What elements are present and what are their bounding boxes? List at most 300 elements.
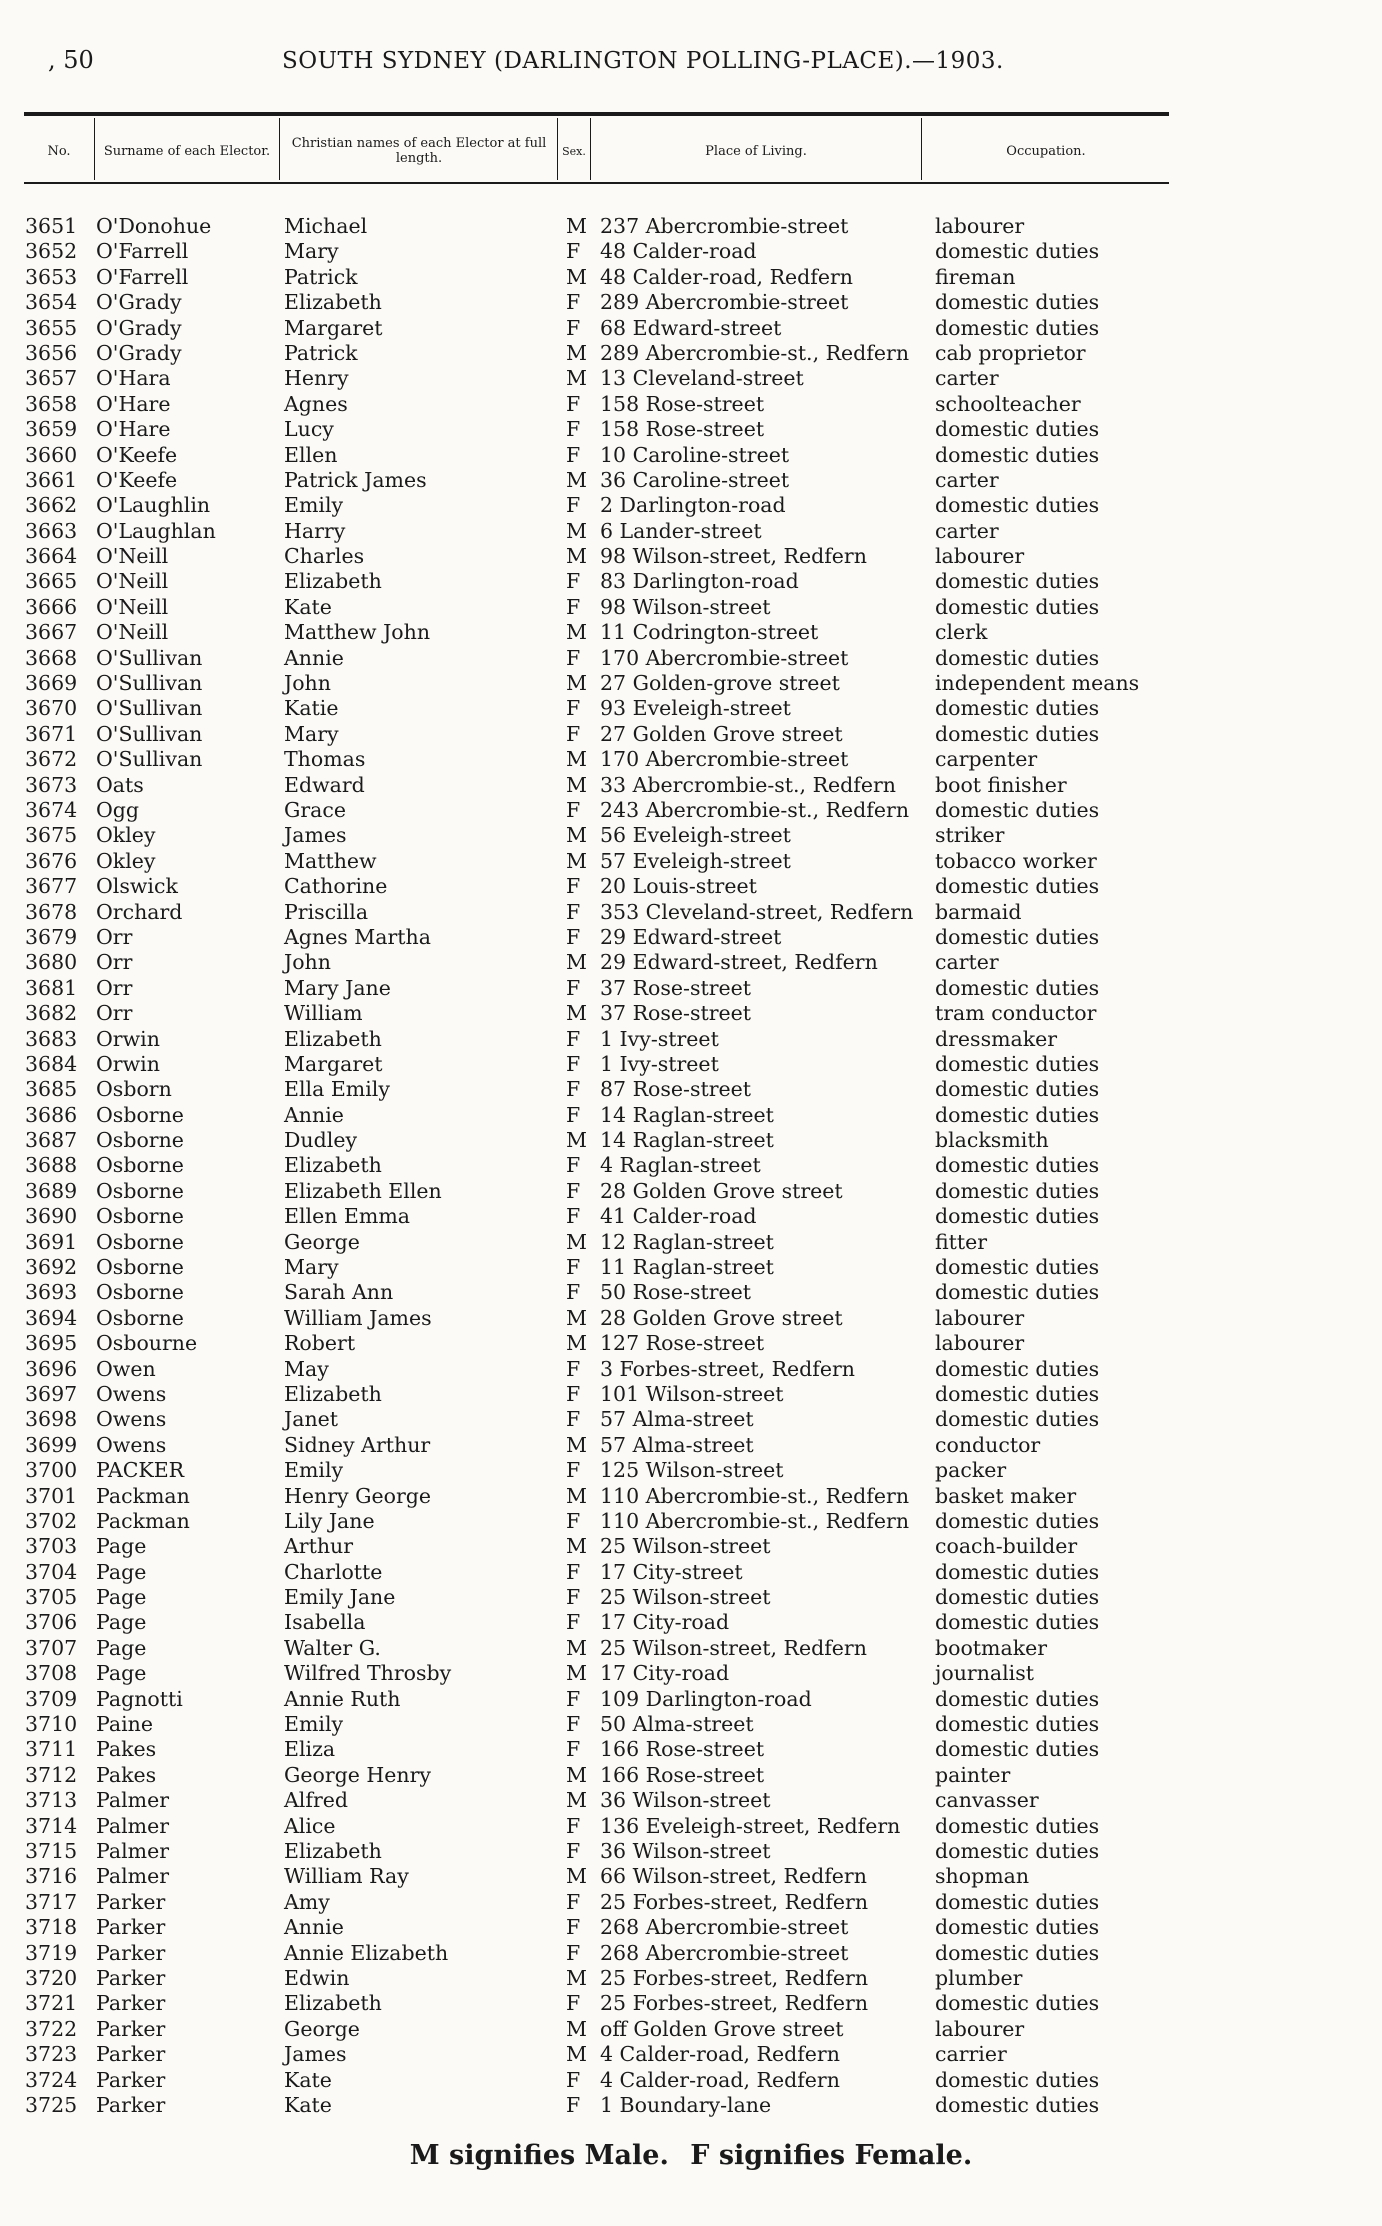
elector-christian-names: Kate	[284, 2092, 332, 2117]
elector-number: 3719	[25, 1940, 78, 1965]
elector-christian-names: Matthew John	[284, 620, 431, 645]
elector-christian-names: Wilfred Throsby	[284, 1661, 452, 1686]
elector-number: 3682	[25, 1001, 78, 1026]
elector-number: 3676	[25, 848, 78, 873]
elector-occupation: domestic duties	[935, 1356, 1100, 1381]
elector-number: 3683	[25, 1026, 78, 1051]
elector-place-of-living: 93 Eveleigh-street	[600, 696, 791, 721]
elector-row	[0, 1407, 1382, 1432]
elector-row	[0, 1687, 1382, 1712]
elector-surname: O'Keefe	[96, 467, 178, 492]
elector-sex: F	[566, 874, 581, 899]
elector-christian-names: Amy	[284, 1889, 330, 1914]
elector-sex: M	[566, 747, 587, 772]
elector-row	[0, 722, 1382, 747]
page-header	[0, 46, 1382, 86]
elector-number: 3663	[25, 518, 78, 543]
elector-row	[0, 1458, 1382, 1483]
elector-christian-names: Elizabeth	[284, 1026, 382, 1051]
elector-row	[0, 773, 1382, 798]
elector-number: 3687	[25, 1128, 78, 1153]
elector-surname: Orchard	[96, 899, 183, 924]
elector-surname: Packman	[96, 1483, 190, 1508]
elector-row	[0, 1001, 1382, 1026]
elector-surname: Osborne	[96, 1280, 184, 1305]
elector-number: 3693	[25, 1280, 78, 1305]
elector-sex: F	[566, 239, 581, 264]
elector-christian-names: Charles	[284, 544, 365, 569]
elector-occupation: domestic duties	[935, 1051, 1100, 1076]
elector-place-of-living: 136 Eveleigh-street, Redfern	[600, 1813, 901, 1838]
elector-number: 3668	[25, 645, 78, 670]
col-place: Place of Living.	[705, 143, 807, 159]
elector-number: 3669	[25, 671, 78, 696]
elector-place-of-living: 25 Forbes-street, Redfern	[600, 1991, 869, 2016]
elector-number: 3697	[25, 1381, 78, 1406]
elector-occupation: striker	[935, 823, 1005, 848]
elector-occupation: domestic duties	[935, 1686, 1100, 1711]
elector-surname: Parker	[96, 1915, 166, 1940]
elector-christian-names: George Henry	[284, 1762, 432, 1787]
elector-place-of-living: 83 Darlington-road	[600, 569, 799, 594]
elector-christian-names: Mary Jane	[284, 975, 391, 1000]
elector-place-of-living: 98 Wilson-street, Redfern	[600, 544, 867, 569]
elector-surname: Parker	[96, 1965, 166, 1990]
elector-place-of-living: 11 Codrington-street	[600, 620, 819, 645]
col-surname: Surname of each Elector.	[103, 143, 271, 159]
elector-occupation: journalist	[935, 1661, 1034, 1686]
elector-occupation: domestic duties	[935, 569, 1100, 594]
elector-christian-names: Margaret	[284, 315, 383, 340]
elector-sex: M	[566, 264, 587, 289]
elector-number: 3702	[25, 1508, 78, 1533]
elector-row	[0, 1357, 1382, 1382]
elector-place-of-living: 29 Edward-street	[600, 924, 782, 949]
elector-row	[0, 1712, 1382, 1737]
elector-number: 3720	[25, 1965, 78, 1990]
elector-surname: Parker	[96, 1991, 166, 2016]
elector-row	[0, 417, 1382, 442]
elector-christian-names: Emily Jane	[284, 1585, 396, 1610]
elector-occupation: domestic duties	[935, 1280, 1100, 1305]
elector-place-of-living: 36 Wilson-street	[600, 1788, 771, 1813]
elector-christian-names: Katie	[284, 696, 339, 721]
elector-sex: F	[566, 1915, 581, 1940]
col-occupation: Occupation.	[1006, 143, 1086, 159]
elector-occupation: domestic duties	[935, 797, 1100, 822]
elector-number: 3722	[25, 2016, 78, 2041]
elector-sex: F	[566, 1178, 581, 1203]
elector-sex: F	[566, 1255, 581, 1280]
elector-place-of-living: 1 Ivy-street	[600, 1051, 719, 1076]
elector-surname: O'Sullivan	[96, 721, 203, 746]
elector-place-of-living: 68 Edward-street	[600, 315, 782, 340]
elector-christian-names: Lily Jane	[284, 1508, 375, 1533]
elector-occupation: domestic duties	[935, 1889, 1100, 1914]
elector-place-of-living: 12 Raglan-street	[600, 1229, 774, 1254]
elector-occupation: domestic duties	[935, 1737, 1100, 1762]
elector-number: 3667	[25, 620, 78, 645]
elector-sex: F	[566, 594, 581, 619]
elector-occupation: domestic duties	[935, 1940, 1100, 1965]
elector-surname: O'Sullivan	[96, 696, 203, 721]
elector-number: 3660	[25, 442, 78, 467]
elector-place-of-living: 36 Wilson-street	[600, 1839, 771, 1863]
elector-christian-names: Isabella	[284, 1610, 366, 1635]
elector-surname: O'Sullivan	[96, 671, 203, 696]
elector-row	[0, 2017, 1382, 2042]
elector-number: 3706	[25, 1610, 78, 1635]
elector-row	[0, 1814, 1382, 1839]
elector-number: 3684	[25, 1051, 78, 1076]
elector-occupation: domestic duties	[935, 1813, 1100, 1838]
elector-surname: Page	[96, 1635, 147, 1660]
elector-christian-names: Kate	[284, 594, 332, 619]
elector-sex: M	[566, 1534, 587, 1559]
elector-sex: M	[566, 2042, 587, 2067]
elector-sex: F	[566, 1559, 581, 1584]
elector-sex: M	[566, 950, 587, 975]
elector-christian-names: Thomas	[284, 747, 366, 772]
elector-sex: F	[566, 1940, 581, 1965]
elector-occupation: domestic duties	[935, 1839, 1100, 1863]
elector-row	[0, 1839, 1382, 1864]
elector-christian-names: George	[284, 2016, 360, 2041]
elector-christian-names: Edward	[284, 772, 365, 797]
elector-surname: Osborne	[96, 1153, 184, 1178]
elector-sex: F	[566, 2067, 581, 2092]
elector-number: 3665	[25, 569, 78, 594]
elector-sex: M	[566, 1128, 587, 1153]
elector-place-of-living: 289 Abercrombie-street	[600, 290, 849, 315]
elector-place-of-living: 6 Lander-street	[600, 518, 762, 543]
elector-row	[0, 1179, 1382, 1204]
elector-number: 3713	[25, 1788, 78, 1813]
elector-number: 3715	[25, 1839, 78, 1863]
elector-occupation: domestic duties	[935, 2067, 1100, 2092]
elector-place-of-living: 57 Alma-street	[600, 1407, 754, 1432]
elector-surname: Osborne	[96, 1178, 184, 1203]
elector-occupation: domestic duties	[935, 1991, 1100, 2016]
elector-surname: Page	[96, 1610, 147, 1635]
elector-sex: F	[566, 1508, 581, 1533]
elector-christian-names: Priscilla	[284, 899, 369, 924]
elector-occupation: carrier	[935, 2042, 1007, 2067]
elector-christian-names: Patrick James	[284, 467, 427, 492]
elector-occupation: carter	[935, 950, 999, 975]
elector-row	[0, 569, 1382, 594]
elector-christian-names: Annie Elizabeth	[284, 1940, 449, 1965]
elector-row	[0, 1661, 1382, 1686]
elector-occupation: blacksmith	[935, 1128, 1049, 1153]
elector-sex: F	[566, 1407, 581, 1432]
elector-occupation: domestic duties	[935, 1204, 1100, 1229]
elector-christian-names: Annie	[284, 1102, 344, 1127]
col-divider	[590, 118, 591, 180]
elector-row	[0, 214, 1382, 239]
elector-occupation: painter	[935, 1762, 1011, 1787]
elector-christian-names: Annie	[284, 1915, 344, 1940]
elector-christian-names: Edwin	[284, 1965, 350, 1990]
elector-row	[0, 849, 1382, 874]
elector-place-of-living: 4 Calder-road, Redfern	[600, 2042, 840, 2067]
elector-surname: Parker	[96, 1889, 166, 1914]
elector-number: 3657	[25, 366, 78, 391]
elector-sex: M	[566, 518, 587, 543]
elector-occupation: basket maker	[935, 1483, 1077, 1508]
elector-number: 3712	[25, 1762, 78, 1787]
elector-row	[0, 239, 1382, 264]
elector-surname: Pagnotti	[96, 1686, 183, 1711]
elector-sex: M	[566, 1483, 587, 1508]
elector-place-of-living: 98 Wilson-street	[600, 594, 771, 619]
elector-number: 3708	[25, 1661, 78, 1686]
elector-number: 3725	[25, 2092, 78, 2117]
elector-number: 3701	[25, 1483, 78, 1508]
elector-sex: F	[566, 1839, 581, 1863]
elector-sex: M	[566, 1305, 587, 1330]
elector-sex: M	[566, 1001, 587, 1026]
elector-occupation: domestic duties	[935, 417, 1100, 442]
elector-number: 3696	[25, 1356, 78, 1381]
elector-sex: F	[566, 1077, 581, 1102]
elector-place-of-living: 268 Abercrombie-street	[600, 1915, 849, 1940]
elector-row	[0, 595, 1382, 620]
elector-sex: F	[566, 1204, 581, 1229]
elector-row	[0, 1560, 1382, 1585]
elector-row	[0, 1255, 1382, 1280]
elector-row	[0, 290, 1382, 315]
elector-sex: F	[566, 1737, 581, 1762]
elector-number: 3675	[25, 823, 78, 848]
elector-christian-names: Emily	[284, 1712, 344, 1737]
elector-number: 3661	[25, 467, 78, 492]
elector-christian-names: Matthew	[284, 848, 377, 873]
elector-surname: O'Grady	[96, 290, 182, 315]
elector-sex: F	[566, 924, 581, 949]
elector-surname: Oats	[96, 772, 144, 797]
elector-christian-names: Sidney Arthur	[284, 1432, 431, 1457]
elector-row	[0, 1941, 1382, 1966]
elector-place-of-living: 50 Alma-street	[600, 1712, 754, 1737]
elector-surname: O'Grady	[96, 340, 182, 365]
elector-row	[0, 925, 1382, 950]
elector-surname: Okley	[96, 823, 156, 848]
elector-occupation: domestic duties	[935, 1585, 1100, 1610]
elector-place-of-living: 237 Abercrombie-street	[600, 214, 849, 238]
elector-row	[0, 1636, 1382, 1661]
elector-occupation: domestic duties	[935, 1255, 1100, 1280]
elector-occupation: carter	[935, 366, 999, 391]
elector-sex: F	[566, 1102, 581, 1127]
elector-place-of-living: 109 Darlington-road	[600, 1686, 812, 1711]
elector-occupation: domestic duties	[935, 315, 1100, 340]
elector-surname: Owen	[96, 1356, 156, 1381]
elector-place-of-living: 243 Abercrombie-st., Redfern	[600, 797, 910, 822]
elector-surname: O'Hara	[96, 366, 171, 391]
elector-number: 3688	[25, 1153, 78, 1178]
elector-row	[0, 1534, 1382, 1559]
elector-number: 3666	[25, 594, 78, 619]
elector-place-of-living: 66 Wilson-street, Redfern	[600, 1864, 867, 1889]
elector-occupation: domestic duties	[935, 645, 1100, 670]
elector-place-of-living: 170 Abercrombie-street	[600, 747, 849, 772]
elector-occupation: carter	[935, 518, 999, 543]
elector-place-of-living: 4 Calder-road, Redfern	[600, 2067, 840, 2092]
elector-place-of-living: 110 Abercrombie-st., Redfern	[600, 1508, 910, 1533]
elector-occupation: barmaid	[935, 899, 1022, 924]
elector-surname: Pakes	[96, 1737, 157, 1762]
elector-number: 3716	[25, 1864, 78, 1889]
elector-row	[0, 1991, 1382, 2016]
col-divider	[921, 118, 922, 180]
elector-surname: O'Sullivan	[96, 645, 203, 670]
elector-surname: Osborne	[96, 1229, 184, 1254]
elector-surname: O'Neill	[96, 620, 169, 645]
elector-surname: Osborne	[96, 1102, 184, 1127]
elector-sex: F	[566, 645, 581, 670]
elector-sex: F	[566, 569, 581, 594]
elector-surname: Owens	[96, 1432, 167, 1457]
elector-number: 3710	[25, 1712, 78, 1737]
elector-place-of-living: 127 Rose-street	[600, 1331, 765, 1356]
elector-christian-names: Elizabeth	[284, 1381, 382, 1406]
elector-row	[0, 1331, 1382, 1356]
elector-row	[0, 1153, 1382, 1178]
page-number: , 50	[48, 46, 94, 74]
elector-number: 3703	[25, 1534, 78, 1559]
elector-occupation: labourer	[935, 1305, 1025, 1330]
elector-sex: M	[566, 1229, 587, 1254]
elector-number: 3677	[25, 874, 78, 899]
elector-occupation: conductor	[935, 1432, 1041, 1457]
elector-occupation: domestic duties	[935, 594, 1100, 619]
elector-sex: M	[566, 620, 587, 645]
col-divider	[94, 118, 95, 180]
elector-number: 3711	[25, 1737, 78, 1762]
page-title: SOUTH SYDNEY (DARLINGTON POLLING-PLACE).—1903.	[282, 48, 1004, 74]
elector-sex: F	[566, 1356, 581, 1381]
elector-row	[0, 1077, 1382, 1102]
elector-number: 3718	[25, 1915, 78, 1940]
elector-sex: F	[566, 1889, 581, 1914]
elector-sex: M	[566, 848, 587, 873]
elector-surname: Osborne	[96, 1128, 184, 1153]
elector-christian-names: Elizabeth	[284, 290, 382, 315]
elector-surname: O'Sullivan	[96, 747, 203, 772]
elector-place-of-living: 37 Rose-street	[600, 1001, 752, 1026]
elector-place-of-living: 13 Cleveland-street	[600, 366, 804, 391]
elector-sex: F	[566, 290, 581, 315]
elector-sex: F	[566, 1686, 581, 1711]
elector-occupation: domestic duties	[935, 975, 1100, 1000]
elector-place-of-living: 56 Eveleigh-street	[600, 823, 791, 848]
elector-row	[0, 366, 1382, 391]
elector-occupation: carpenter	[935, 747, 1038, 772]
elector-occupation: clerk	[935, 620, 988, 645]
elector-row	[0, 1230, 1382, 1255]
elector-row	[0, 1027, 1382, 1052]
elector-occupation: labourer	[935, 2016, 1025, 2041]
elector-sex: F	[566, 1051, 581, 1076]
elector-sex: F	[566, 2092, 581, 2117]
elector-occupation: boot finisher	[935, 772, 1067, 797]
elector-number: 3724	[25, 2067, 78, 2092]
elector-number: 3681	[25, 975, 78, 1000]
elector-row	[0, 823, 1382, 848]
elector-row	[0, 468, 1382, 493]
elector-surname: Parker	[96, 1940, 166, 1965]
elector-place-of-living: 87 Rose-street	[600, 1077, 752, 1102]
elector-surname: Pakes	[96, 1762, 157, 1787]
elector-row	[0, 1280, 1382, 1305]
elector-christian-names: Mary	[284, 721, 339, 746]
elector-place-of-living: 166 Rose-street	[600, 1762, 765, 1787]
elector-place-of-living: 14 Raglan-street	[600, 1128, 774, 1153]
elector-christian-names: Elizabeth Ellen	[284, 1178, 442, 1203]
elector-occupation: domestic duties	[935, 721, 1100, 746]
elector-occupation: domestic duties	[935, 1407, 1100, 1432]
elector-christian-names: Henry	[284, 366, 349, 391]
elector-surname: Parker	[96, 2067, 166, 2092]
elector-surname: Paine	[96, 1712, 153, 1737]
elector-occupation: domestic duties	[935, 442, 1100, 467]
elector-sex: M	[566, 823, 587, 848]
elector-row	[0, 976, 1382, 1001]
elector-occupation: domestic duties	[935, 1712, 1100, 1737]
elector-sex: M	[566, 772, 587, 797]
elector-place-of-living: off Golden Grove street	[600, 2016, 844, 2041]
elector-occupation: labourer	[935, 1331, 1025, 1356]
elector-occupation: domestic duties	[935, 1559, 1100, 1584]
elector-christian-names: Ellen Emma	[284, 1204, 410, 1229]
elector-occupation: domestic duties	[935, 924, 1100, 949]
elector-number: 3723	[25, 2042, 78, 2067]
elector-christian-names: Ella Emily	[284, 1077, 390, 1102]
elector-christian-names: Henry George	[284, 1483, 432, 1508]
elector-occupation: domestic duties	[935, 1610, 1100, 1635]
elector-sex: F	[566, 1026, 581, 1051]
elector-row	[0, 392, 1382, 417]
elector-occupation: domestic duties	[935, 696, 1100, 721]
elector-row	[0, 341, 1382, 366]
elector-row	[0, 1484, 1382, 1509]
elector-place-of-living: 57 Eveleigh-street	[600, 848, 791, 873]
elector-place-of-living: 48 Calder-road, Redfern	[600, 264, 853, 289]
elector-occupation: independent means	[935, 671, 1140, 696]
elector-surname: Orr	[96, 975, 133, 1000]
elector-christian-names: Charlotte	[284, 1559, 383, 1584]
elector-sex: M	[566, 1635, 587, 1660]
elector-row	[0, 1737, 1382, 1762]
elector-number: 3721	[25, 1991, 78, 2016]
elector-occupation: shopman	[935, 1864, 1030, 1889]
elector-occupation: fitter	[935, 1229, 988, 1254]
elector-occupation: tram conductor	[935, 1001, 1097, 1026]
elector-place-of-living: 41 Calder-road	[600, 1204, 757, 1229]
elector-occupation: domestic duties	[935, 1178, 1100, 1203]
elector-number: 3653	[25, 264, 78, 289]
elector-occupation: packer	[935, 1458, 1007, 1483]
elector-christian-names: Alice	[284, 1813, 336, 1838]
elector-christian-names: Patrick	[284, 264, 358, 289]
elector-place-of-living: 3 Forbes-street, Redfern	[600, 1356, 856, 1381]
elector-row	[0, 519, 1382, 544]
elector-christian-names: Elizabeth	[284, 1839, 382, 1863]
elector-surname: O'Neill	[96, 544, 169, 569]
elector-place-of-living: 25 Wilson-street	[600, 1585, 771, 1610]
elector-place-of-living: 268 Abercrombie-street	[600, 1940, 849, 1965]
